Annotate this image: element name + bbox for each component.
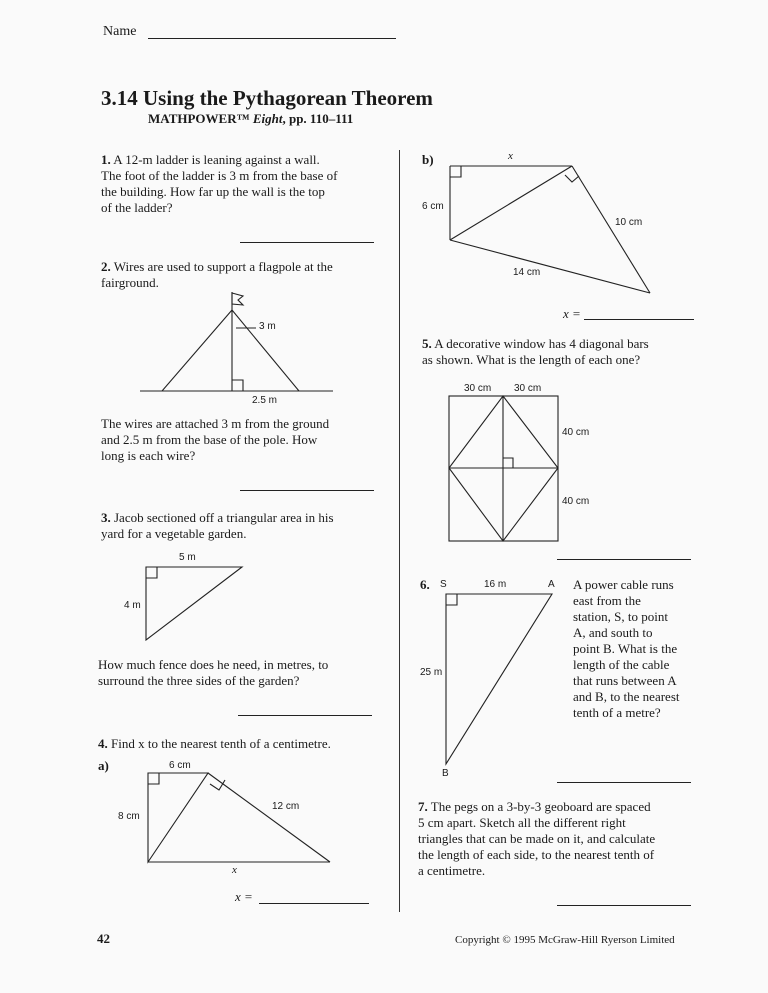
question-7: 7. The pegs on a 3-by-3 geoboard are spaced 5 cm apart. Sketch all the different right triangles that can be made on it, and calculate the length of each side, to the nearest tenth of a centimetre.: [418, 799, 656, 878]
part-4a: a): [98, 758, 109, 773]
answer-line-5[interactable]: [557, 559, 691, 560]
q6-top-label: 16 m: [484, 579, 507, 590]
question-3: 3. Jacob sectioned off a triangular area in his yard for a vegetable garden.: [101, 510, 334, 541]
question-1: 1. A 12-m ladder is leaning against a wall. The foot of the ladder is 3 m from the base of the building. How far up the wall is the top of the ladder?: [101, 152, 338, 215]
q4a-x-label: x: [232, 864, 237, 876]
name-label: Name: [103, 24, 137, 39]
answer-line-7[interactable]: [557, 905, 691, 906]
triangle-4a: [148, 773, 330, 862]
page-title: 3.14 Using the Pythagorean Theorem: [101, 86, 433, 110]
answer-line-4a[interactable]: [259, 903, 369, 904]
q4b-x-label: x: [508, 150, 513, 162]
question-6-text: A power cable runs east from the station, S, to point A, and south to point B. What is the length of the cable that runs between A and B, to the nearest tenth of a metre?: [573, 577, 680, 720]
copyright: Copyright © 1995 McGraw-Hill Ryerson Limited: [455, 934, 675, 946]
answer-line-6[interactable]: [557, 782, 691, 783]
page-subtitle: MATHPOWER™ Eight, pp. 110–111: [148, 111, 354, 126]
question-5: 5. A decorative window has 4 diagonal bars as shown. What is the length of each one?: [422, 336, 649, 367]
garden-triangle: [146, 567, 242, 640]
q4b-right-label: 10 cm: [615, 217, 643, 228]
q6-s-label: S: [440, 579, 447, 590]
answer-line-4b[interactable]: [584, 319, 694, 320]
q5-right-bottom-label: 40 cm: [562, 496, 590, 507]
q3-side-label: 4 m: [124, 600, 141, 611]
q4b-bottom-label: 14 cm: [513, 267, 541, 278]
cable-triangle: [446, 594, 552, 764]
q6-number: 6.: [420, 577, 430, 592]
q4a-left-label: 8 cm: [118, 811, 140, 822]
triangle-4b: [450, 166, 650, 293]
answer-line-3[interactable]: [238, 715, 372, 716]
q5-top-right-label: 30 cm: [514, 383, 542, 394]
question-3-text: How much fence does he need, in metres, to surround the three sides of the garden?: [98, 657, 329, 688]
page-number: 42: [97, 931, 110, 946]
question-2: 2. Wires are used to support a flagpole at the fairground.: [101, 259, 333, 290]
window-diagram: [449, 396, 558, 541]
answer-line-2[interactable]: [240, 490, 374, 491]
q2-height-label: 3 m: [259, 321, 276, 332]
q6-b-label: B: [442, 768, 449, 779]
question-4: 4. Find x to the nearest tenth of a centimetre.: [98, 736, 331, 751]
part-4b: b): [422, 152, 434, 167]
flagpole-diagram: [140, 292, 333, 391]
q4a-top-label: 6 cm: [169, 760, 191, 771]
q5-right-top-label: 40 cm: [562, 427, 590, 438]
q4a-hyp-label: 12 cm: [272, 801, 300, 812]
q5-top-left-label: 30 cm: [464, 383, 492, 394]
q4b-left-label: 6 cm: [422, 201, 444, 212]
question-2-text: The wires are attached 3 m from the ground and 2.5 m from the base of the pole. How long is each wire?: [101, 416, 330, 463]
q6-left-label: 25 m: [420, 667, 443, 678]
q6-a-label: A: [548, 579, 555, 590]
q3-top-label: 5 m: [179, 552, 196, 563]
q4a-answer-label: x =: [235, 889, 253, 904]
q2-base-label: 2.5 m: [252, 395, 278, 406]
q4b-answer-label: x =: [563, 306, 581, 321]
